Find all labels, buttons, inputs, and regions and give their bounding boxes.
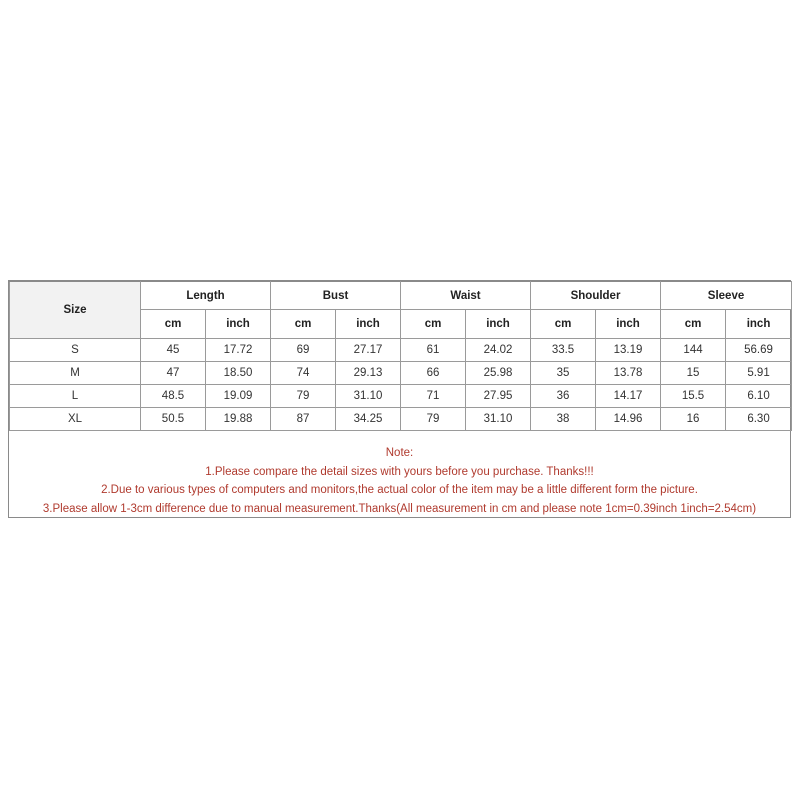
- value-cell: 5.91: [726, 362, 792, 385]
- value-cell: 29.13: [336, 362, 401, 385]
- size-table: [9, 281, 792, 431]
- table-row: [10, 339, 792, 362]
- value-cell: 19.88: [206, 408, 271, 431]
- unit-cell: cm: [401, 310, 466, 339]
- value-cell: 79: [271, 385, 336, 408]
- value-cell: 25.98: [466, 362, 531, 385]
- value-cell: 79: [401, 408, 466, 431]
- value-cell: 27.95: [466, 385, 531, 408]
- sleeve-header: Sleeve: [661, 282, 792, 310]
- note-line: 2.Due to various types of computers and monitors,the actual color of the item may be a little different form the picture.: [101, 484, 698, 496]
- unit-cell: cm: [661, 310, 726, 339]
- size-chart: [8, 280, 791, 518]
- table-row: [10, 385, 792, 408]
- size-cell: XL: [10, 408, 141, 431]
- value-cell: 35: [531, 362, 596, 385]
- value-cell: 27.17: [336, 339, 401, 362]
- value-cell: 71: [401, 385, 466, 408]
- unit-cell: inch: [206, 310, 271, 339]
- value-cell: 16: [661, 408, 726, 431]
- length-header: Length: [141, 282, 271, 310]
- value-cell: 19.09: [206, 385, 271, 408]
- value-cell: 50.5: [141, 408, 206, 431]
- value-cell: 45: [141, 339, 206, 362]
- value-cell: 61: [401, 339, 466, 362]
- unit-cell: cm: [271, 310, 336, 339]
- size-cell: M: [10, 362, 141, 385]
- shoulder-header: Shoulder: [531, 282, 661, 310]
- value-cell: 48.5: [141, 385, 206, 408]
- value-cell: 15.5: [661, 385, 726, 408]
- unit-cell: cm: [141, 310, 206, 339]
- note-line: 1.Please compare the detail sizes with yours before you purchase. Thanks!!!: [205, 465, 594, 478]
- size-header-cell: Size: [10, 282, 141, 339]
- value-cell: 14.17: [596, 385, 661, 408]
- value-cell: 6.30: [726, 408, 792, 431]
- unit-cell: inch: [466, 310, 531, 339]
- value-cell: 34.25: [336, 408, 401, 431]
- unit-cell: cm: [531, 310, 596, 339]
- size-cell: S: [10, 339, 141, 362]
- value-cell: 13.78: [596, 362, 661, 385]
- note-title: Note:: [385, 447, 414, 459]
- value-cell: 33.5: [531, 339, 596, 362]
- note-line: 3.Please allow 1-3cm difference due to manual measurement.Thanks(All measurement in cm and please note 1cm=0.39inch 1inch=2.54cm): [42, 502, 757, 515]
- value-cell: 144: [661, 339, 726, 362]
- value-cell: 56.69: [726, 339, 792, 362]
- table-row: [10, 362, 792, 385]
- value-cell: 18.50: [206, 362, 271, 385]
- notes-section: [9, 444, 790, 518]
- value-cell: 69: [271, 339, 336, 362]
- value-cell: 74: [271, 362, 336, 385]
- value-cell: 14.96: [596, 408, 661, 431]
- value-cell: 6.10: [726, 385, 792, 408]
- value-cell: 38: [531, 408, 596, 431]
- value-cell: 31.10: [336, 385, 401, 408]
- unit-cell: inch: [726, 310, 792, 339]
- value-cell: 31.10: [466, 408, 531, 431]
- value-cell: 13.19: [596, 339, 661, 362]
- size-cell: L: [10, 385, 141, 408]
- value-cell: 17.72: [206, 339, 271, 362]
- unit-cell: inch: [596, 310, 661, 339]
- value-cell: 47: [141, 362, 206, 385]
- value-cell: 66: [401, 362, 466, 385]
- table-row: [10, 408, 792, 431]
- waist-header: Waist: [401, 282, 531, 310]
- value-cell: 36: [531, 385, 596, 408]
- value-cell: 15: [661, 362, 726, 385]
- table-header-row: [10, 282, 792, 310]
- bust-header: Bust: [271, 282, 401, 310]
- value-cell: 24.02: [466, 339, 531, 362]
- value-cell: 87: [271, 408, 336, 431]
- unit-cell: inch: [336, 310, 401, 339]
